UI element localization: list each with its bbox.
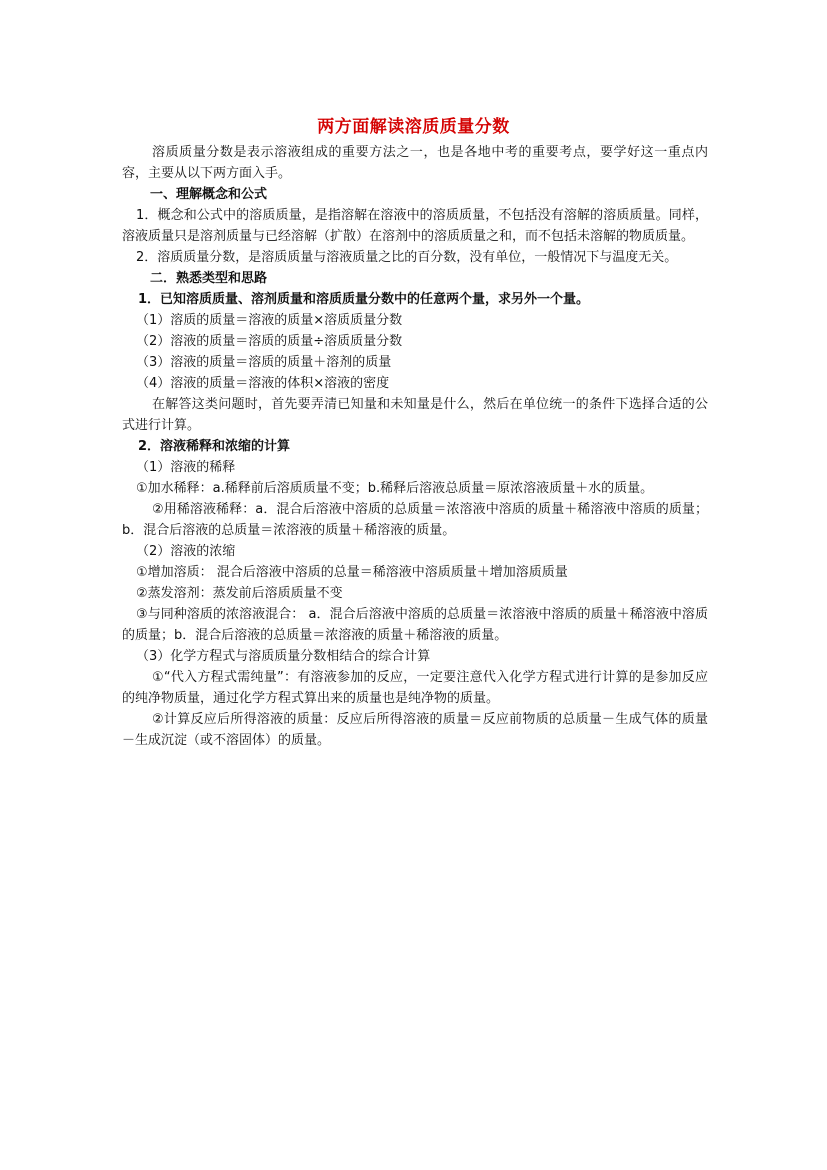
dilution-heading: （1）溶液的稀释 [136,460,236,475]
section-1-heading: 一、理解概念和公式 [150,187,268,202]
subsection-1-note: 在解答这类问题时，首先要弄清已知量和未知量是什么，然后在单位统一的条件下选择合适的公式进行计算。 [122,397,708,433]
dilution-item-2: ②用稀溶液稀释：a．混合后溶液中溶质的总质量＝浓溶液中溶质的质量＋稀溶液中溶质的质量；b．混合后溶液的总质量＝浓溶液的质量＋稀溶液的质量。 [122,502,708,538]
section-1-point-1: 1．概念和公式中的溶质质量，是指溶解在溶液中的溶质质量，不包括没有溶解的溶质质量。同样，溶液质量只是溶剂质量与已经溶解（扩散）在溶剂中的溶质质量之和，而不包括未溶解的物质质量。 [122,208,708,244]
document-title: 两方面解读溶质质量分数 [317,117,510,137]
dilution-item-1: ①加水稀释：a.稀释前后溶质质量不变；b.稀释后溶液总质量＝原浓溶液质量＋水的质量。 [136,481,654,496]
equation-item-1: ①“代入方程式需纯量”：有溶液参加的反应，一定要注意代入化学方程式进行计算的是参加反应的纯净物质量，通过化学方程式算出来的质量也是纯净物的质量。 [122,670,708,706]
intro-paragraph: 溶质质量分数是表示溶液组成的重要方法之一，也是各地中考的重要考点，要学好这一重点内容，主要从以下两方面入手。 [122,145,708,181]
formula-1: （1）溶质的质量＝溶液的质量×溶质质量分数 [136,313,403,328]
formula-3: （3）溶液的质量＝溶质的质量＋溶剂的质量 [136,355,392,370]
subsection-2-heading: 2．溶液稀释和浓缩的计算 [138,439,291,454]
document-body [122,142,708,751]
equation-heading: （3）化学方程式与溶质质量分数相结合的综合计算 [136,649,431,664]
subsection-1-heading: 1．已知溶质质量、溶剂质量和溶质质量分数中的任意两个量，求另外一个量。 [138,292,590,307]
concentration-heading: （2）溶液的浓缩 [136,544,236,559]
section-2-heading: 二．熟悉类型和思路 [150,271,268,286]
concentration-item-3: ③与同种溶质的浓溶液混合： a．混合后溶液中溶质的总质量＝浓溶液中溶质的质量＋稀溶液中溶质的质量；b．混合后溶液的总质量＝浓溶液的质量＋稀溶液的质量。 [122,607,708,643]
concentration-item-2: ②蒸发溶剂：蒸发前后溶质质量不变 [136,586,343,601]
formula-2: （2）溶液的质量＝溶质的质量÷溶质质量分数 [136,334,403,349]
formula-4: （4）溶液的质量＝溶液的体积×溶液的密度 [136,376,390,391]
concentration-item-1: ①增加溶质： 混合后溶液中溶质的总量＝稀溶液中溶质质量＋增加溶质质量 [136,565,568,580]
section-1-point-2: 2．溶质质量分数，是溶质质量与溶液质量之比的百分数，没有单位，一般情况下与温度无关。 [136,250,678,265]
equation-item-2: ②计算反应后所得溶液的质量：反应后所得溶液的质量＝反应前物质的总质量－生成气体的质量－生成沉淀（或不溶固体）的质量。 [122,712,708,748]
